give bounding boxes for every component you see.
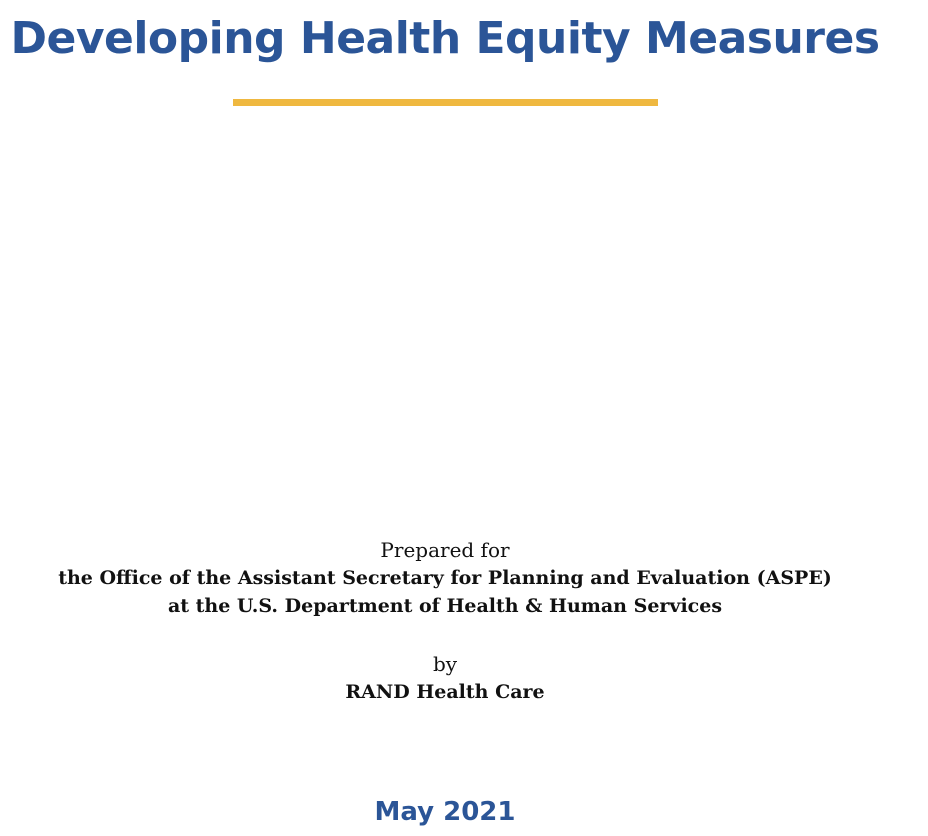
by-label: by <box>432 652 458 676</box>
title-underline-rule <box>233 99 658 106</box>
prepared-for-label: Prepared for <box>380 538 510 562</box>
agency-line-2: at the U.S. Department of Health & Human Services <box>167 595 723 617</box>
author-name: RAND Health Care <box>345 681 545 703</box>
agency-line-1: the Office of the Assistant Secretary for Planning and Evaluation (ASPE) <box>58 567 832 589</box>
document-title: Developing Health Equity Measures <box>10 13 880 64</box>
publication-date: May 2021 <box>374 797 516 827</box>
